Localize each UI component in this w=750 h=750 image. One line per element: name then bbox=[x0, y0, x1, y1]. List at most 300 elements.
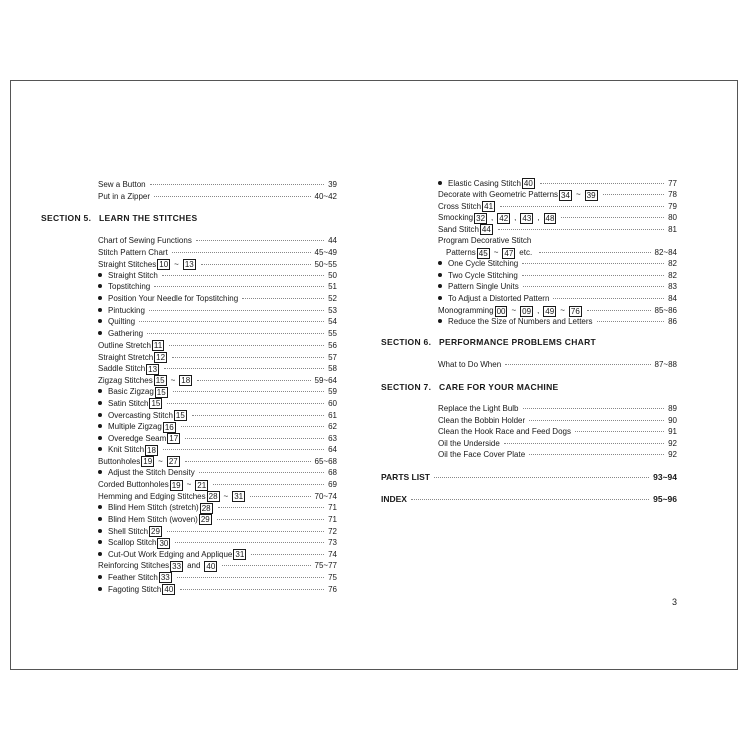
toc-page-number: 54 bbox=[328, 317, 337, 327]
bullet-icon bbox=[98, 540, 102, 544]
toc-entry-label bbox=[98, 526, 163, 537]
toc-page-number: 62 bbox=[328, 422, 337, 432]
leader-dots bbox=[180, 589, 324, 590]
toc-page-number: 93~94 bbox=[653, 472, 677, 482]
toc-entry bbox=[438, 190, 677, 201]
bullet-icon bbox=[98, 331, 102, 335]
toc-entry-label bbox=[438, 317, 593, 327]
leader-dots bbox=[167, 531, 324, 532]
separator-text: , bbox=[514, 213, 517, 223]
toc-page-number: 71 bbox=[328, 514, 337, 524]
toc-page-number: 82 bbox=[668, 259, 677, 269]
toc-entry bbox=[98, 480, 337, 491]
toc-page-number: 86 bbox=[668, 317, 677, 327]
leader-dots bbox=[539, 252, 650, 253]
bullet-icon bbox=[438, 284, 442, 288]
toc-page-number: 89 bbox=[668, 404, 677, 413]
pattern-number-box: 31 bbox=[234, 492, 244, 502]
entry-text: Basic Zigzag bbox=[108, 387, 154, 397]
leader-dots bbox=[154, 196, 311, 197]
entry-text: Patterns bbox=[446, 248, 476, 258]
pattern-number-box: 11 bbox=[153, 341, 163, 351]
toc-entry bbox=[438, 224, 677, 235]
toc-entry bbox=[98, 549, 337, 560]
toc-entry-label bbox=[98, 282, 150, 292]
entry-text: Straight Stitches bbox=[98, 259, 157, 269]
pattern-number-box: 32 bbox=[476, 213, 486, 223]
leader-dots bbox=[522, 263, 664, 264]
toc-page-number: 50~55 bbox=[314, 259, 337, 269]
entry-text: Straight Stitch bbox=[108, 270, 158, 280]
leader-dots bbox=[139, 321, 324, 322]
entry-text: Decorate with Geometric Patterns bbox=[438, 190, 559, 200]
pattern-number-box: 19 bbox=[171, 480, 181, 490]
toc-entry bbox=[98, 433, 337, 444]
pattern-number-box: 21 bbox=[197, 480, 207, 490]
leader-dots bbox=[162, 275, 324, 276]
toc-entry bbox=[98, 329, 337, 339]
leader-dots bbox=[529, 420, 664, 421]
toc-page-number: 63 bbox=[328, 433, 337, 443]
leader-dots bbox=[172, 252, 311, 253]
separator-text: ~ bbox=[174, 259, 179, 269]
toc-page-number: 80 bbox=[668, 213, 677, 223]
entry-text: Sew a Button bbox=[98, 180, 146, 189]
bullet-icon bbox=[98, 529, 102, 533]
toc-entry-label bbox=[98, 398, 163, 409]
pattern-number-box: 40 bbox=[206, 561, 216, 571]
leader-dots bbox=[500, 206, 664, 207]
separator-text: ~ bbox=[170, 375, 176, 385]
pattern-number-box: 19 bbox=[143, 457, 153, 467]
section-number: SECTION 5. bbox=[41, 213, 92, 223]
separator-text: ~ bbox=[560, 306, 565, 316]
toc-entry bbox=[381, 472, 677, 482]
leader-dots bbox=[197, 380, 310, 381]
leader-dots bbox=[149, 310, 324, 311]
toc-page-number: 69 bbox=[328, 480, 337, 490]
toc-entry-label bbox=[98, 561, 218, 572]
separator-text: , bbox=[537, 306, 540, 316]
toc-entry-label bbox=[438, 427, 571, 437]
leader-dots bbox=[575, 431, 664, 432]
toc-entry bbox=[438, 439, 677, 449]
toc-entry bbox=[98, 259, 337, 270]
toc-entry bbox=[438, 271, 677, 281]
toc-entry-label bbox=[98, 387, 169, 398]
pattern-number-box: 09 bbox=[522, 306, 532, 316]
pattern-number-box: 47 bbox=[504, 248, 514, 258]
toc-entry-label bbox=[98, 410, 188, 421]
pattern-number-box: 27 bbox=[168, 457, 178, 467]
toc-entry bbox=[98, 180, 337, 190]
bullet-icon bbox=[438, 181, 442, 185]
entry-text: Fagoting Stitch bbox=[108, 584, 162, 594]
toc-entry bbox=[438, 404, 677, 414]
entry-text: Cut-Out Work Edging and Applique bbox=[108, 549, 233, 559]
leader-dots bbox=[199, 472, 324, 473]
toc-page-number: 83 bbox=[668, 282, 677, 292]
toc-page-number: 74 bbox=[328, 549, 337, 559]
toc-entry-label bbox=[438, 178, 536, 189]
toc-page-number: 51 bbox=[328, 282, 337, 292]
entry-text: Clean the Bobbin Holder bbox=[438, 415, 526, 425]
toc-page-number: 79 bbox=[668, 201, 677, 211]
toc-entry bbox=[98, 398, 337, 409]
toc-entry bbox=[98, 538, 337, 549]
toc-entry-label bbox=[438, 224, 494, 235]
toc-entry-label bbox=[98, 491, 246, 502]
toc-page-number: 75 bbox=[328, 572, 337, 582]
bullet-icon bbox=[98, 470, 102, 474]
toc-entry-label bbox=[98, 584, 176, 595]
leader-dots bbox=[172, 357, 324, 358]
entry-text: Smocking bbox=[438, 213, 474, 223]
pattern-number-box: 15 bbox=[156, 387, 166, 397]
pattern-number-box: 33 bbox=[160, 573, 170, 583]
toc-entry-label bbox=[98, 340, 165, 351]
pattern-number-box: 18 bbox=[147, 445, 156, 455]
separator-text: ~ bbox=[575, 190, 581, 200]
leader-dots bbox=[561, 217, 664, 218]
leader-dots bbox=[505, 364, 650, 365]
toc-entry bbox=[98, 248, 337, 258]
pattern-number-box: 28 bbox=[208, 492, 218, 502]
page-number: 3 bbox=[672, 597, 678, 607]
toc-entry-label bbox=[98, 364, 160, 375]
toc-entry bbox=[438, 213, 677, 224]
entry-text: PARTS LIST bbox=[381, 472, 430, 482]
bullet-icon bbox=[438, 296, 442, 300]
toc-entry-label bbox=[98, 538, 171, 549]
entry-text: Reinforcing Stitches bbox=[98, 561, 170, 571]
toc-page-number: 87~88 bbox=[654, 360, 677, 369]
toc-page-number: 77 bbox=[668, 178, 677, 188]
pattern-number-box: 16 bbox=[164, 422, 174, 432]
toc-page-number: 73 bbox=[328, 538, 337, 548]
entry-text: What to Do When bbox=[438, 360, 502, 369]
leader-dots bbox=[164, 368, 324, 369]
bullet-icon bbox=[98, 273, 102, 277]
leader-dots bbox=[222, 565, 310, 566]
pattern-number-box: 15 bbox=[175, 411, 185, 420]
pattern-number-box: 39 bbox=[586, 190, 596, 200]
toc-entry bbox=[98, 352, 337, 363]
toc-entry bbox=[98, 422, 337, 433]
section-title: LEARN THE STITCHES bbox=[99, 213, 198, 223]
pattern-number-box: 41 bbox=[484, 202, 494, 212]
toc-entry bbox=[438, 317, 677, 327]
leader-dots bbox=[175, 542, 324, 543]
leader-dots bbox=[498, 229, 664, 230]
entry-text: Pattern Single Units bbox=[448, 282, 519, 292]
entry-text: Program Decorative Stitch bbox=[438, 236, 532, 245]
leader-dots bbox=[250, 496, 310, 497]
toc-page-number: 78 bbox=[668, 190, 677, 200]
bullet-icon bbox=[98, 389, 102, 393]
bullet-icon bbox=[98, 505, 102, 509]
separator-text: ~ bbox=[493, 248, 499, 258]
pattern-number-box: 76 bbox=[570, 306, 580, 316]
section-number: SECTION 7. bbox=[381, 382, 432, 392]
toc-page-number: 57 bbox=[328, 352, 337, 362]
pattern-number-box: 15 bbox=[151, 399, 161, 409]
toc-entry-label bbox=[98, 248, 168, 258]
entry-text: Elastic Casing Stitch bbox=[448, 178, 521, 188]
toc-entry-label bbox=[98, 445, 159, 456]
leader-dots bbox=[196, 240, 324, 241]
leader-dots bbox=[217, 519, 324, 520]
toc-entry-label bbox=[98, 503, 214, 514]
toc-page-number: 64 bbox=[328, 445, 337, 455]
leader-dots bbox=[185, 461, 311, 462]
toc-page-number: 39 bbox=[328, 180, 337, 189]
toc-page-number: 55 bbox=[328, 328, 337, 338]
toc-page-number: 90 bbox=[668, 415, 677, 425]
toc-page-number: 58 bbox=[328, 364, 337, 374]
toc-entry-label bbox=[98, 480, 209, 491]
toc-entry-label bbox=[98, 572, 173, 583]
separator-text: ~ bbox=[186, 480, 192, 490]
toc-page-number: 59~64 bbox=[314, 375, 337, 385]
bullet-icon bbox=[98, 436, 102, 440]
entry-text: Sand Stitch bbox=[438, 224, 479, 234]
leader-dots bbox=[218, 507, 324, 508]
leader-dots bbox=[173, 391, 324, 392]
leader-dots bbox=[597, 321, 665, 322]
toc-entry bbox=[98, 456, 337, 467]
leader-dots bbox=[523, 408, 665, 409]
toc-entry bbox=[98, 387, 337, 398]
toc-entry-label bbox=[438, 404, 519, 414]
entry-text: Adjust the Stitch Density bbox=[108, 468, 195, 477]
toc-entry-label bbox=[438, 360, 501, 370]
leader-dots bbox=[522, 275, 664, 276]
bullet-icon bbox=[438, 319, 442, 323]
toc-entry-label bbox=[98, 456, 181, 467]
toc-entry bbox=[98, 317, 337, 327]
toc-entry-label bbox=[438, 248, 535, 259]
pattern-number-box: 00 bbox=[496, 306, 506, 316]
toc-entry-label bbox=[98, 236, 192, 246]
toc-entry-label bbox=[438, 282, 519, 292]
section-5-heading bbox=[41, 213, 197, 223]
leader-dots bbox=[540, 183, 664, 184]
entry-text: Hemming and Edging Stitches bbox=[98, 491, 206, 501]
toc-entry bbox=[98, 445, 337, 456]
entry-text: Put in a Zipper bbox=[98, 191, 151, 201]
toc-page-number: 82 bbox=[668, 270, 677, 280]
toc-entry-label bbox=[98, 271, 158, 281]
entry-text: Scallop Stitch bbox=[108, 538, 157, 548]
toc-entry bbox=[98, 491, 337, 502]
toc-page-number: 56 bbox=[328, 340, 337, 350]
separator-text: and bbox=[187, 561, 201, 571]
pattern-number-box: 31 bbox=[235, 550, 245, 560]
pattern-number-box: 17 bbox=[169, 434, 179, 444]
toc-entry bbox=[98, 306, 337, 316]
pattern-number-box: 44 bbox=[481, 225, 491, 235]
entry-text: To Adjust a Distorted Pattern bbox=[448, 294, 550, 303]
leader-dots bbox=[169, 345, 324, 346]
entry-text: Topstitching bbox=[108, 282, 151, 292]
toc-entry-label bbox=[438, 416, 525, 426]
pattern-number-box: 34 bbox=[561, 190, 570, 200]
leader-dots bbox=[523, 286, 664, 287]
toc-page-number: 92 bbox=[668, 450, 677, 460]
toc-entry bbox=[98, 572, 337, 583]
toc-entry bbox=[98, 468, 337, 478]
toc-entry-label bbox=[98, 317, 135, 327]
toc-entry bbox=[438, 306, 677, 317]
leader-dots bbox=[185, 438, 324, 439]
toc-entry bbox=[438, 282, 677, 292]
toc-entry bbox=[98, 561, 337, 572]
toc-page-number: 70~74 bbox=[314, 491, 337, 501]
pattern-number-box: 43 bbox=[522, 213, 532, 223]
pattern-number-box: 29 bbox=[151, 527, 160, 536]
toc-entry-label bbox=[98, 549, 247, 560]
leader-dots bbox=[553, 298, 664, 299]
entry-text: Replace the Light Bulb bbox=[438, 404, 519, 413]
section-title: CARE FOR YOUR MACHINE bbox=[439, 382, 559, 392]
toc-page-number: 85~86 bbox=[654, 306, 677, 316]
bullet-icon bbox=[438, 261, 442, 265]
leader-dots bbox=[177, 577, 324, 578]
leader-dots bbox=[242, 298, 324, 299]
toc-entry-label bbox=[98, 180, 146, 190]
toc-entry-label bbox=[98, 306, 145, 316]
toc-page-number: 76 bbox=[328, 584, 337, 594]
leader-dots bbox=[587, 310, 651, 311]
toc-page-number: 53 bbox=[328, 305, 337, 315]
toc-entry-label bbox=[438, 201, 496, 212]
entry-text: Oil the Underside bbox=[438, 438, 500, 448]
bullet-icon bbox=[98, 413, 102, 417]
toc-page-number: 60 bbox=[328, 398, 337, 408]
entry-text: Overedge Seam bbox=[108, 433, 167, 443]
toc-page-number: 40~42 bbox=[314, 191, 337, 201]
leader-dots bbox=[251, 554, 324, 555]
toc-entry-label bbox=[98, 422, 177, 433]
bullet-icon bbox=[98, 575, 102, 579]
toc-entry bbox=[438, 416, 677, 426]
entry-text: Clean the Hook Race and Feed Dogs bbox=[438, 427, 571, 437]
leader-dots bbox=[504, 443, 664, 444]
toc-entry-label bbox=[438, 306, 583, 317]
pattern-number-box: 15 bbox=[155, 376, 165, 386]
toc-page-number: 65~68 bbox=[314, 456, 337, 466]
toc-entry bbox=[98, 526, 337, 537]
separator-text: , bbox=[537, 213, 540, 223]
toc-entry-label bbox=[98, 514, 213, 525]
toc-page-number: 61 bbox=[328, 410, 337, 420]
leader-dots bbox=[163, 449, 324, 450]
toc-entry-label bbox=[98, 375, 193, 386]
toc-entry-label bbox=[98, 352, 168, 363]
pattern-number-box: 40 bbox=[164, 585, 174, 594]
entry-text: Stitch Pattern Chart bbox=[98, 247, 168, 257]
entry-text: Overcasting Stitch bbox=[108, 410, 173, 420]
toc-page-number: 59 bbox=[328, 387, 337, 397]
pattern-number-box: 29 bbox=[200, 515, 210, 525]
entry-text: Satin Stitch bbox=[108, 398, 149, 408]
toc-entry bbox=[98, 282, 337, 292]
entry-text: Feather Stitch bbox=[108, 572, 158, 582]
entry-text: Multiple Zigzag bbox=[108, 422, 162, 432]
bullet-icon bbox=[98, 319, 102, 323]
bullet-icon bbox=[438, 273, 442, 277]
toc-page-number: 82~84 bbox=[654, 248, 677, 258]
toc-entry bbox=[98, 503, 337, 514]
separator-text: etc. bbox=[519, 248, 533, 258]
toc-entry-label bbox=[98, 294, 238, 304]
bullet-icon bbox=[98, 552, 102, 556]
bullet-icon bbox=[98, 308, 102, 312]
pattern-number-box: 13 bbox=[148, 364, 158, 374]
leader-dots bbox=[603, 194, 665, 195]
section-7-heading bbox=[381, 382, 558, 392]
toc-entry bbox=[438, 236, 677, 246]
entry-text: INDEX bbox=[381, 494, 407, 504]
entry-text: Straight Stretch bbox=[98, 352, 154, 362]
toc-entry bbox=[438, 201, 677, 212]
bullet-icon bbox=[98, 447, 102, 451]
leader-dots bbox=[213, 484, 324, 485]
toc-entry-label bbox=[438, 236, 531, 246]
toc-entry bbox=[98, 294, 337, 304]
toc-page-number: 72 bbox=[328, 526, 337, 536]
toc-entry bbox=[98, 514, 337, 525]
pattern-number-box: 33 bbox=[172, 561, 182, 571]
toc-entry bbox=[98, 236, 337, 246]
bullet-icon bbox=[98, 296, 102, 300]
toc-page-number: 71 bbox=[328, 503, 337, 513]
leader-dots bbox=[181, 426, 324, 427]
entry-text: Oil the Face Cover Plate bbox=[438, 450, 526, 460]
leader-dots bbox=[434, 477, 649, 478]
entry-text: Shell Stitch bbox=[108, 526, 149, 536]
toc-page-number: 44 bbox=[328, 236, 337, 245]
toc-entry bbox=[98, 340, 337, 351]
entry-text: Zigzag Stitches bbox=[98, 375, 153, 385]
toc-entry bbox=[98, 364, 337, 375]
entry-text: Pintucking bbox=[108, 305, 145, 315]
leader-dots bbox=[201, 264, 311, 265]
toc-entry bbox=[98, 271, 337, 281]
bullet-icon bbox=[98, 587, 102, 591]
leader-dots bbox=[167, 403, 324, 404]
toc-entry bbox=[438, 360, 677, 370]
entry-text: Two Cycle Stitching bbox=[448, 270, 518, 280]
section-number: SECTION 6. bbox=[381, 337, 432, 347]
toc-entry-label bbox=[438, 259, 518, 269]
pattern-number-box: 48 bbox=[545, 213, 555, 223]
toc-page-number: 50 bbox=[328, 270, 337, 280]
leader-dots bbox=[192, 415, 324, 416]
toc-entry-label bbox=[438, 190, 599, 201]
pattern-number-box: 30 bbox=[159, 538, 169, 548]
toc-entry-label bbox=[98, 433, 181, 444]
separator-text: ~ bbox=[158, 456, 163, 466]
toc-entry bbox=[438, 178, 677, 189]
entry-text: Monogramming bbox=[438, 306, 494, 316]
entry-text: Outline Stretch bbox=[98, 340, 151, 350]
pattern-number-box: 40 bbox=[523, 179, 533, 188]
toc-entry bbox=[98, 410, 337, 421]
toc-entry-label bbox=[98, 192, 150, 202]
pattern-number-box: 13 bbox=[184, 260, 194, 270]
